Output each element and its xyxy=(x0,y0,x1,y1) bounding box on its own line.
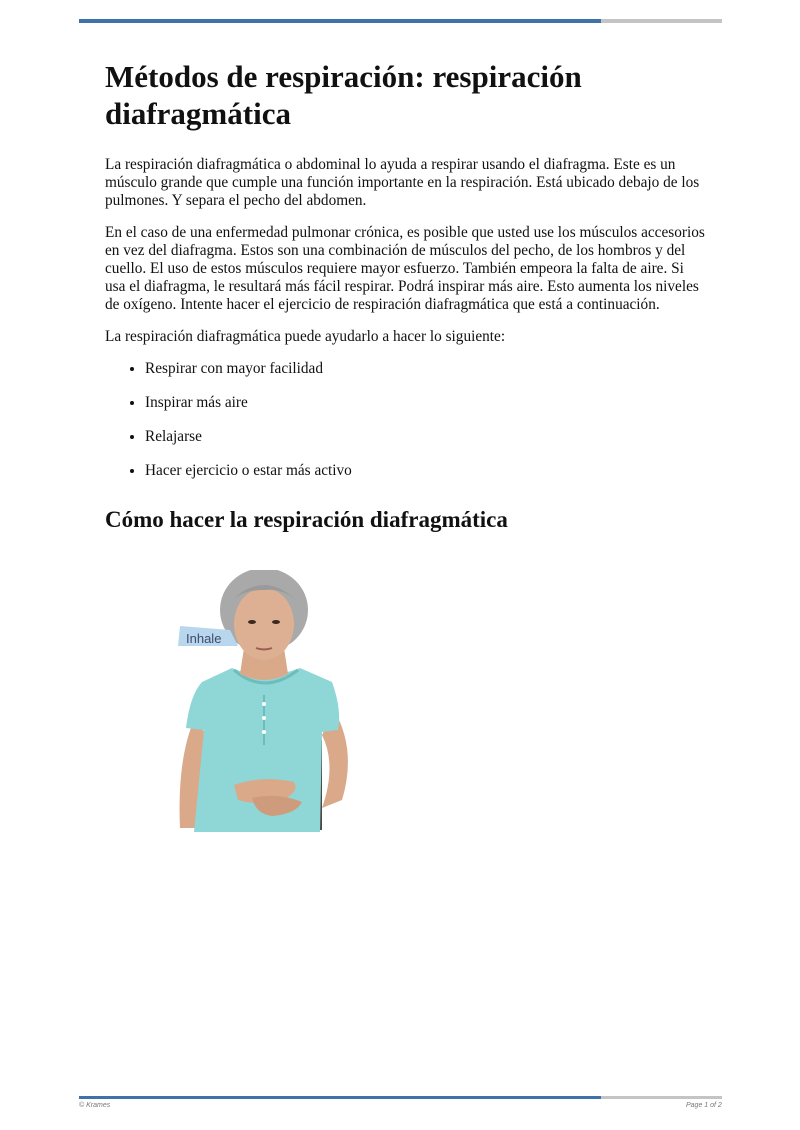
footer-page-number: Page 1 of 2 xyxy=(686,1102,722,1109)
list-item: • Relajarse xyxy=(145,428,705,446)
woman-breathing-image xyxy=(172,570,357,832)
inhale-label: Inhale xyxy=(186,631,222,646)
page-title: Métodos de respiración: respiración diafragmática xyxy=(105,59,582,131)
footer-rule xyxy=(79,1096,722,1099)
list-item: • Respirar con mayor facilidad xyxy=(145,360,705,378)
footer-copyright: © Krames xyxy=(79,1102,111,1109)
section-heading: Cómo hacer la respiración diafragmática xyxy=(105,507,508,532)
document-body xyxy=(105,58,705,534)
breathing-illustration xyxy=(172,570,357,832)
list-item: • Inspirar más aire xyxy=(145,394,705,412)
benefits-intro: La respiración diafragmática puede ayudarlo a hacer lo siguiente: xyxy=(105,328,506,345)
copd-paragraph: En el caso de una enfermedad pulmonar crónica, es posible que usted use los músculos accesorios en vez del diafragma. Estos son una combinación de músculos del pecho, de los hombros y del cuello. El uso de estos músculos requiere mayor esfuerzo. También empeora la falta de aire. Si usa el diafragma, le resultará más fácil respirar. Podrá inspirar más aire. Esto aumenta los niveles de oxígeno. Intente hacer el ejercicio de respiración diafragmática que está a continuación. xyxy=(105,224,705,313)
list-item: • Hacer ejercicio o estar más activo xyxy=(145,462,705,480)
benefits-list xyxy=(105,360,705,480)
header-rule xyxy=(79,19,722,23)
intro-paragraph: La respiración diafragmática o abdominal lo ayuda a respirar usando el diafragma. Este es un músculo grande que cumple una función importante en la respiración. Está ubicado debajo de los pulmones. Y separa el pecho del abdomen. xyxy=(105,156,700,209)
